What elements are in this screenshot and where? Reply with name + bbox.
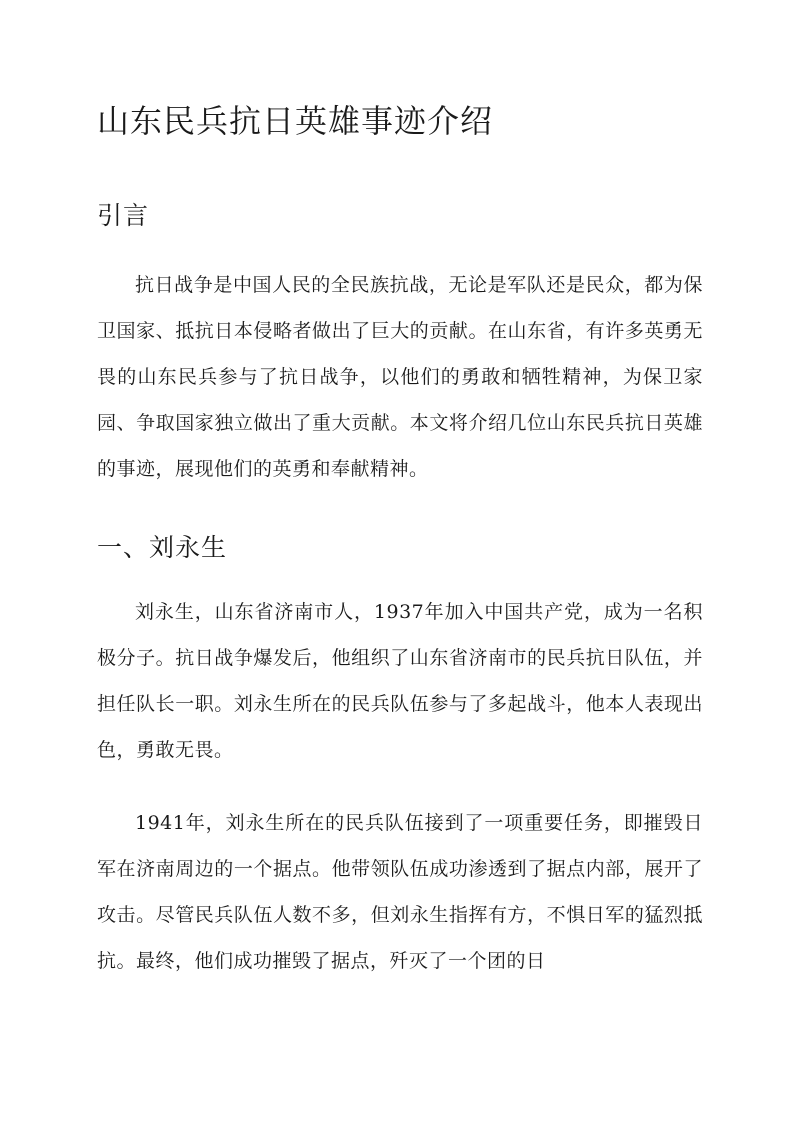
introduction-paragraph: 抗日战争是中国人民的全民族抗战，无论是军队还是民众，都为保卫国家、抵抗日本侵略者做出了巨大的贡献。在山东省，有许多英勇无畏的山东民兵参与了抗日战争，以他们的勇敢和牺牲精神，为保卫家园、争取国家独立做出了重大贡献。本文将介绍几位山东民兵抗日英雄的事迹，展现他们的英勇和奉献精神。 (97, 274, 703, 480)
liu-yongsheng-paragraph-2: 1941年，刘永生所在的民兵队伍接到了一项重要任务，即摧毁日军在济南周边的一个据点。他带领队伍成功渗透到了据点内部，展开了攻击。尽管民兵队伍人数不多，但刘永生指挥有方，不惧日军的猛烈抵抗。最终，他们成功摧毁了据点，歼灭了一个团的日 (97, 812, 703, 972)
document-title: 山东民兵抗日英雄事迹介绍 (97, 102, 494, 140)
section-heading-introduction: 引言 (97, 201, 150, 230)
liu-yongsheng-paragraph-1: 刘永生，山东省济南市人，1937年加入中国共产党，成为一名积极分子。抗日战争爆发后，他组织了山东省济南市的民兵抗日队伍，并担任队长一职。刘永生所在的民兵队伍参与了多起战斗，他本人表现出色，勇敢无畏。 (97, 601, 703, 761)
section-heading-liu-yongsheng: 一、刘永生 (97, 533, 228, 562)
